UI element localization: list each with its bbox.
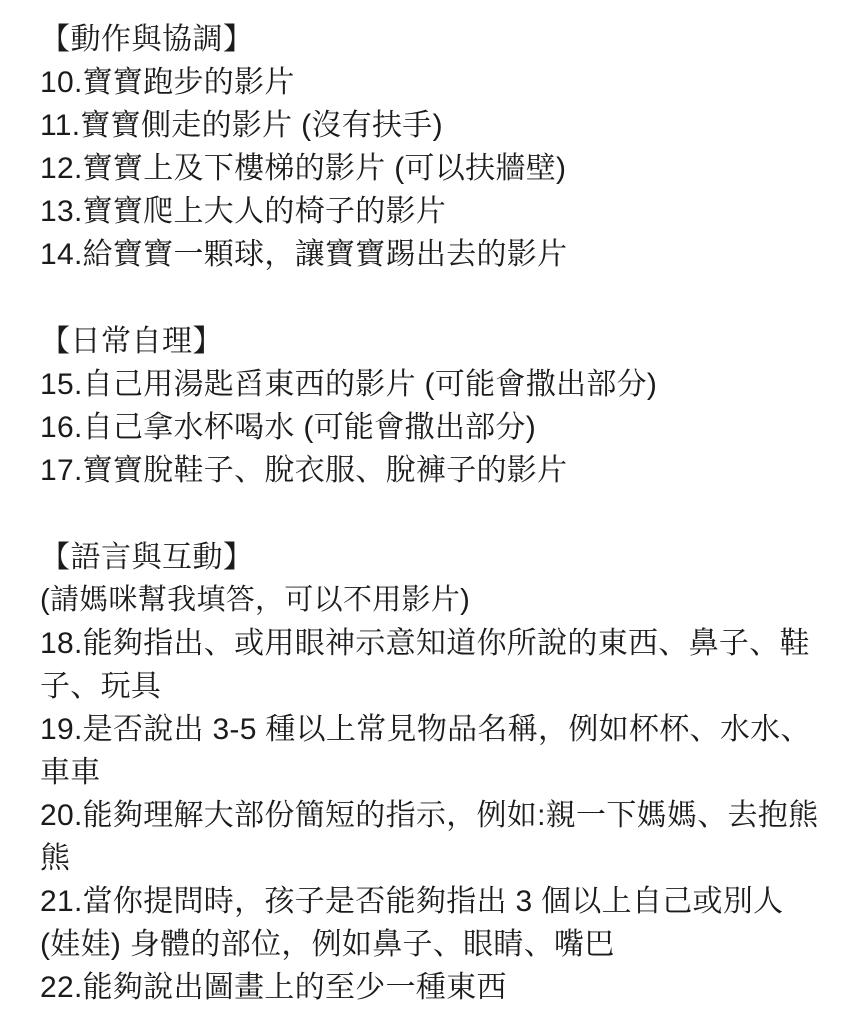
list-item: 11.寶寶側走的影片 (沒有扶手) xyxy=(40,109,443,142)
list-item: 18.能夠指出、或用眼神示意知道你所說的東西、鼻子、鞋子、玩具 xyxy=(40,627,810,703)
list-item: 14.給寶寶一顆球，讓寶寶踢出去的影片 xyxy=(40,238,568,271)
list-item: 15.自己用湯匙舀東西的影片 (可能會撒出部分) xyxy=(40,368,658,401)
list-item: 19.是否說出 3-5 種以上常見物品名稱，例如杯杯、水水、車車 xyxy=(40,713,811,789)
list-item: 16.自己拿水杯喝水 (可能會撒出部分) xyxy=(40,411,537,444)
section-heading: 【動作與協調】 xyxy=(40,23,254,56)
section-motor-coordination xyxy=(40,18,823,276)
section-heading: 【日常自理】 xyxy=(40,325,223,358)
list-item: 22.能夠說出圖畫上的至少一種東西 xyxy=(40,971,507,1004)
list-item: 13.寶寶爬上大人的椅子的影片 xyxy=(40,195,447,228)
section-daily-self-care xyxy=(40,320,823,492)
list-item: 12.寶寶上及下樓梯的影片 (可以扶牆壁) xyxy=(40,152,567,185)
list-item: 20.能夠理解大部份簡短的指示，例如:親一下媽媽、去抱熊熊 xyxy=(40,799,819,875)
list-item: 21.當你提問時，孩子是否能夠指出 3 個以上自己或別人 (娃娃) 身體的部位，例如鼻子、眼睛、嘴巴 xyxy=(40,885,793,961)
list-item: 17.寶寶脫鞋子、脫衣服、脫褲子的影片 xyxy=(40,454,568,487)
list-item: 10.寶寶跑步的影片 xyxy=(40,66,295,99)
section-language-interaction xyxy=(40,536,823,1009)
section-heading: 【語言與互動】 xyxy=(40,541,254,574)
section-note: (請媽咪幫我填答，可以不用影片) xyxy=(40,584,471,616)
